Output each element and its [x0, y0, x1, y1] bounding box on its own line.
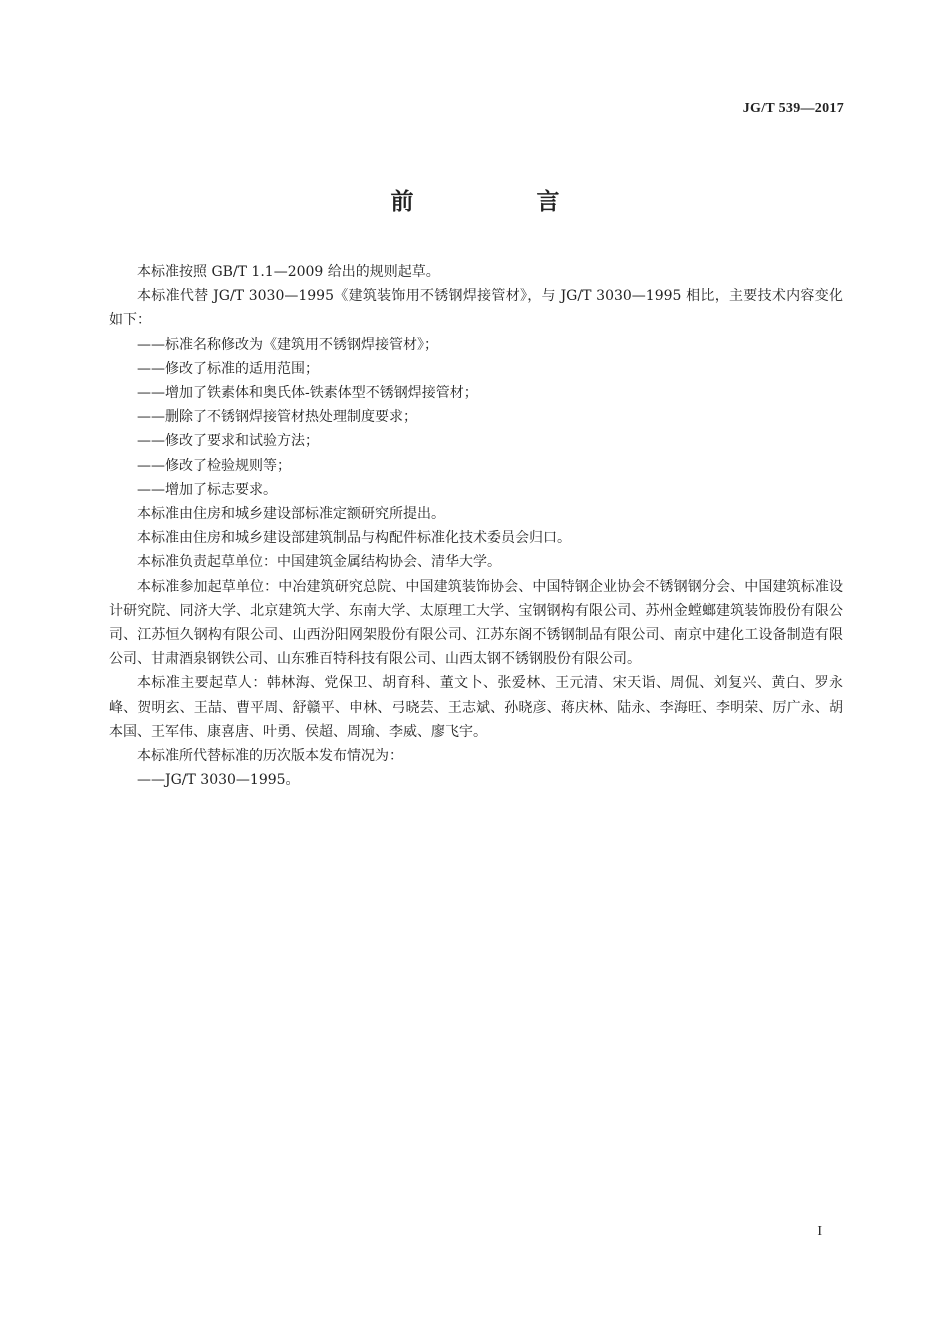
foreword-body	[109, 260, 843, 792]
paragraph-proposer: 本标准由住房和城乡建设部标准定额研究所提出。	[137, 506, 445, 523]
change-item: ——删除了不锈钢焊接管材热处理制度要求；	[137, 409, 417, 426]
history-item: ——JG/T 3030—1995。	[137, 772, 300, 789]
paragraph-main-drafters: 本标准主要起草人：韩林海、党保卫、胡育科、董文卜、张爱林、王元清、宋天诣、周侃、刘复兴、黄白、罗永峰、贺明玄、王喆、曹平周、舒赣平、申林、弓晓芸、王志斌、孙晓彦、蒋庆林、陆永、李海旺、李明荣、厉广永、胡本国、王军伟、康喜唐、叶勇、侯超、周瑜、李威、廖飞宇。	[109, 675, 843, 740]
page-title: 前 言	[390, 189, 610, 215]
paragraph-replacement: 本标准代替 JG/T 3030—1995《建筑装饰用不锈钢焊接管材》，与 JG/T 3030—1995 相比，主要技术内容变化如下：	[109, 288, 843, 329]
change-item: ——修改了检验规则等；	[137, 457, 291, 474]
change-item: ——修改了标准的适用范围；	[137, 360, 319, 377]
paragraph-drafting-rules: 本标准按照 GB/T 1.1—2009 给出的规则起草。	[137, 264, 440, 280]
change-item: ——修改了要求和试验方法；	[137, 433, 319, 450]
paragraph-participating-units: 本标准参加起草单位：中冶建筑研究总院、中国建筑装饰协会、中国特钢企业协会不锈钢钢分会、中国建筑标准设计研究院、同济大学、北京建筑大学、东南大学、太原理工大学、宝钢钢构有限公司、苏州金螳螂建筑装饰股份有限公司、江苏恒久钢构有限公司、山西汾阳网架股份有限公司、江苏东阁不锈钢制品有限公司、南京中建化工设备制造有限公司、甘肃酒泉钢铁公司、山东雅百特科技有限公司、山西太钢不锈钢股份有限公司。	[109, 578, 843, 668]
change-item: ——标准名称修改为《建筑用不锈钢焊接管材》；	[137, 336, 438, 353]
change-item: ——增加了铁素体和奥氏体-铁素体型不锈钢焊接管材；	[137, 385, 478, 402]
paragraph-lead-drafters: 本标准负责起草单位：中国建筑金属结构协会、清华大学。	[137, 554, 501, 571]
paragraph-history-intro: 本标准所代替标准的历次版本发布情况为：	[137, 748, 403, 765]
change-item: ——增加了标志要求。	[137, 481, 277, 498]
paragraph-committee: 本标准由住房和城乡建设部建筑制品与构配件标准化技术委员会归口。	[137, 530, 571, 547]
page-number: I	[817, 1224, 822, 1239]
standard-code: JG/T 539—2017	[742, 101, 844, 116]
